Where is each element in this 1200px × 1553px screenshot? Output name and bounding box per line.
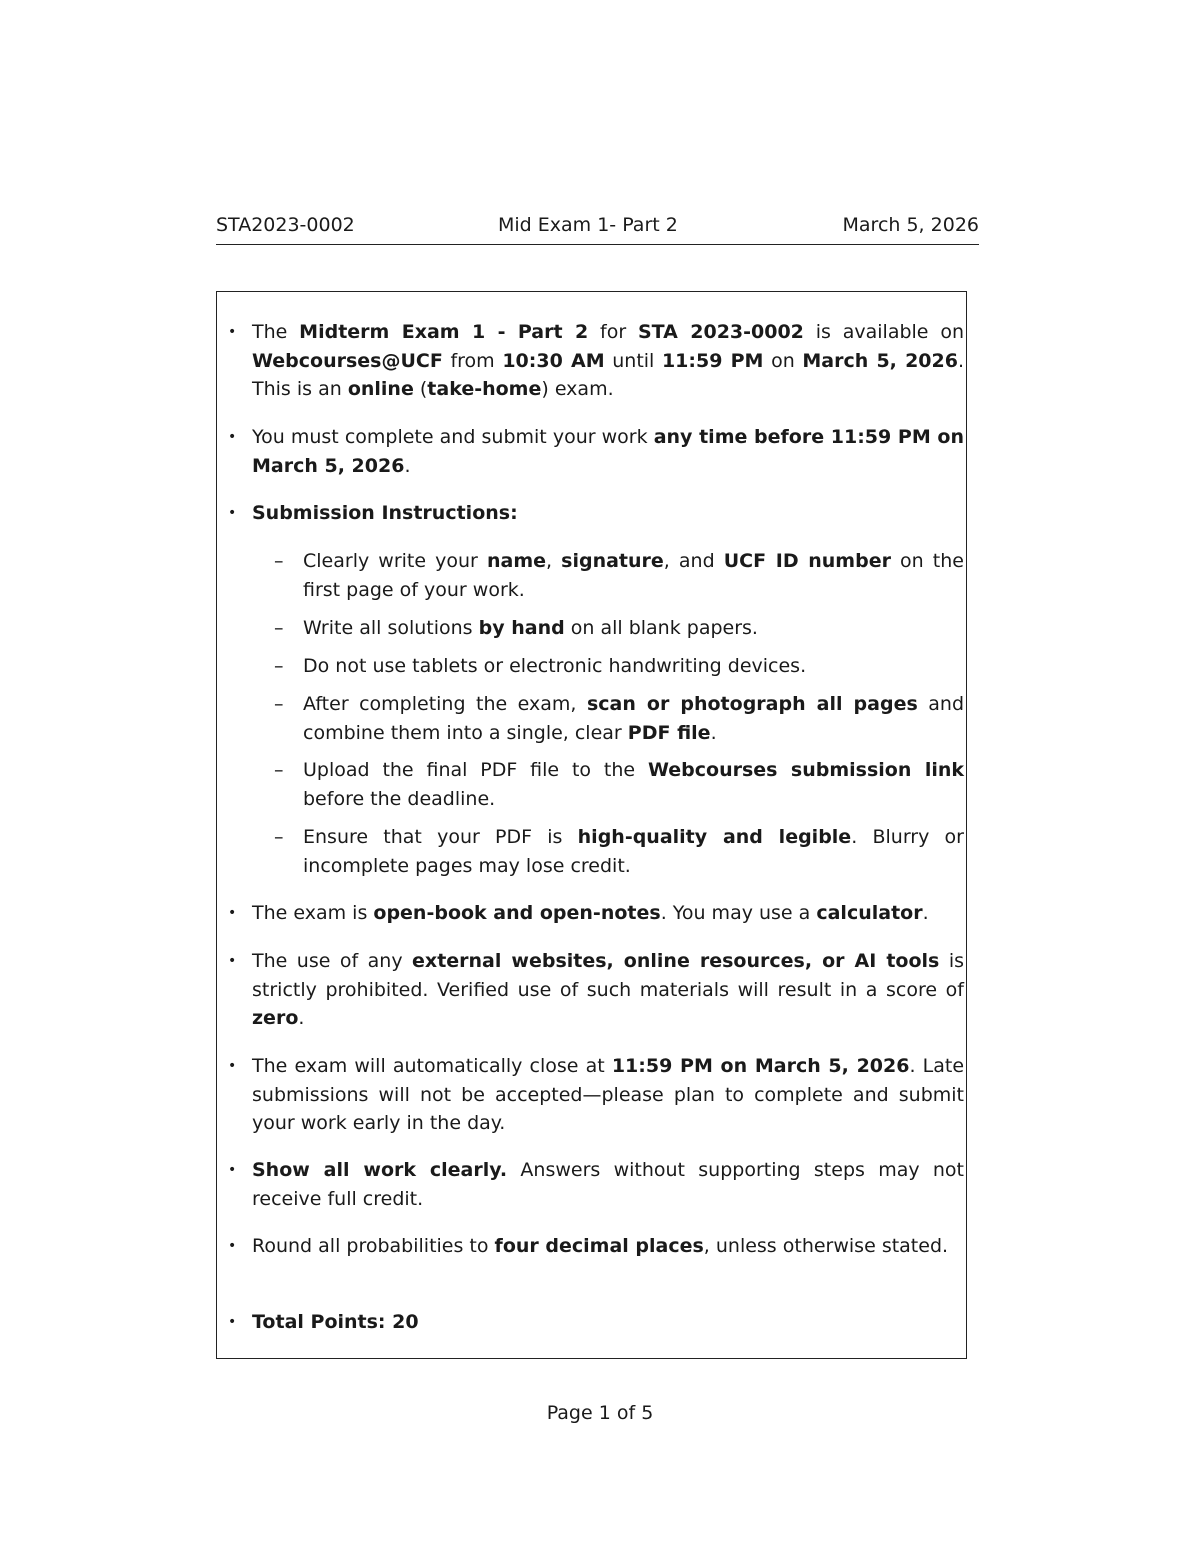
instruction-auto-close: The exam will automatically close at 11:59 PM on March 5, 2026. Late submissions will not be accepted—please plan to complete and submit your work early in the day.	[252, 1055, 965, 1134]
instruction-total-points: Total Points: 20	[252, 1311, 419, 1333]
dash-icon: –	[274, 826, 284, 848]
submission-step-identity: Clearly write your name, signature, and UCF ID number on the first page of your work.	[303, 550, 964, 601]
bullet-icon: •	[228, 1314, 237, 1330]
dash-icon: –	[274, 655, 284, 677]
instruction-open-book: The exam is open-book and open-notes. You may use a calculator.	[252, 902, 929, 924]
bullet-icon: •	[228, 1058, 237, 1074]
submission-step-no-tablets: Do not use tablets or electronic handwriting devices.	[303, 655, 807, 677]
submission-step-handwritten: Write all solutions by hand on all blank papers.	[303, 617, 758, 639]
instruction-deadline: You must complete and submit your work any time before 11:59 PM on March 5, 2026.	[252, 426, 964, 477]
instruction-show-work: Show all work clearly. Answers without supporting steps may not receive full credit.	[252, 1159, 964, 1210]
instruction-submission-heading: Submission Instructions:	[252, 502, 518, 524]
running-header	[216, 214, 979, 245]
bullet-icon: •	[228, 324, 237, 340]
dash-icon: –	[274, 550, 284, 572]
instruction-availability: The Midterm Exam 1 - Part 2 for STA 2023-0002 is available on Webcourses@UCF from 10:30 AM until 11:59 PM on March 5, 2026. This is an online (take-home) exam.	[252, 321, 965, 400]
header-date: March 5, 2026	[842, 214, 979, 236]
dash-icon: –	[274, 617, 284, 639]
bullet-icon: •	[228, 1238, 237, 1254]
submission-step-quality: Ensure that your PDF is high-quality and legible. Blurry or incomplete pages may lose credit.	[303, 826, 964, 877]
bullet-icon: •	[228, 953, 237, 969]
instruction-prohibited-resources: The use of any external websites, online resources, or AI tools is strictly prohibited. Verified use of such materials will result in a score of zero.	[252, 950, 964, 1029]
instruction-rounding: Round all probabilities to four decimal places, unless otherwise stated.	[252, 1235, 949, 1257]
dash-icon: –	[274, 693, 284, 715]
bullet-icon: •	[228, 905, 237, 921]
bullet-icon: •	[228, 505, 237, 521]
submission-step-upload: Upload the final PDF file to the Webcourses submission link before the deadline.	[303, 759, 965, 810]
header-course-code: STA2023-0002	[216, 214, 355, 236]
bullet-icon: •	[228, 429, 237, 445]
submission-step-scan: After completing the exam, scan or photograph all pages and combine them into a single, clear PDF file.	[303, 693, 964, 744]
page-number: Page 1 of 5	[546, 1402, 654, 1424]
bullet-icon: •	[228, 1162, 237, 1178]
dash-icon: –	[274, 759, 284, 781]
header-exam-title: Mid Exam 1- Part 2	[498, 214, 678, 236]
